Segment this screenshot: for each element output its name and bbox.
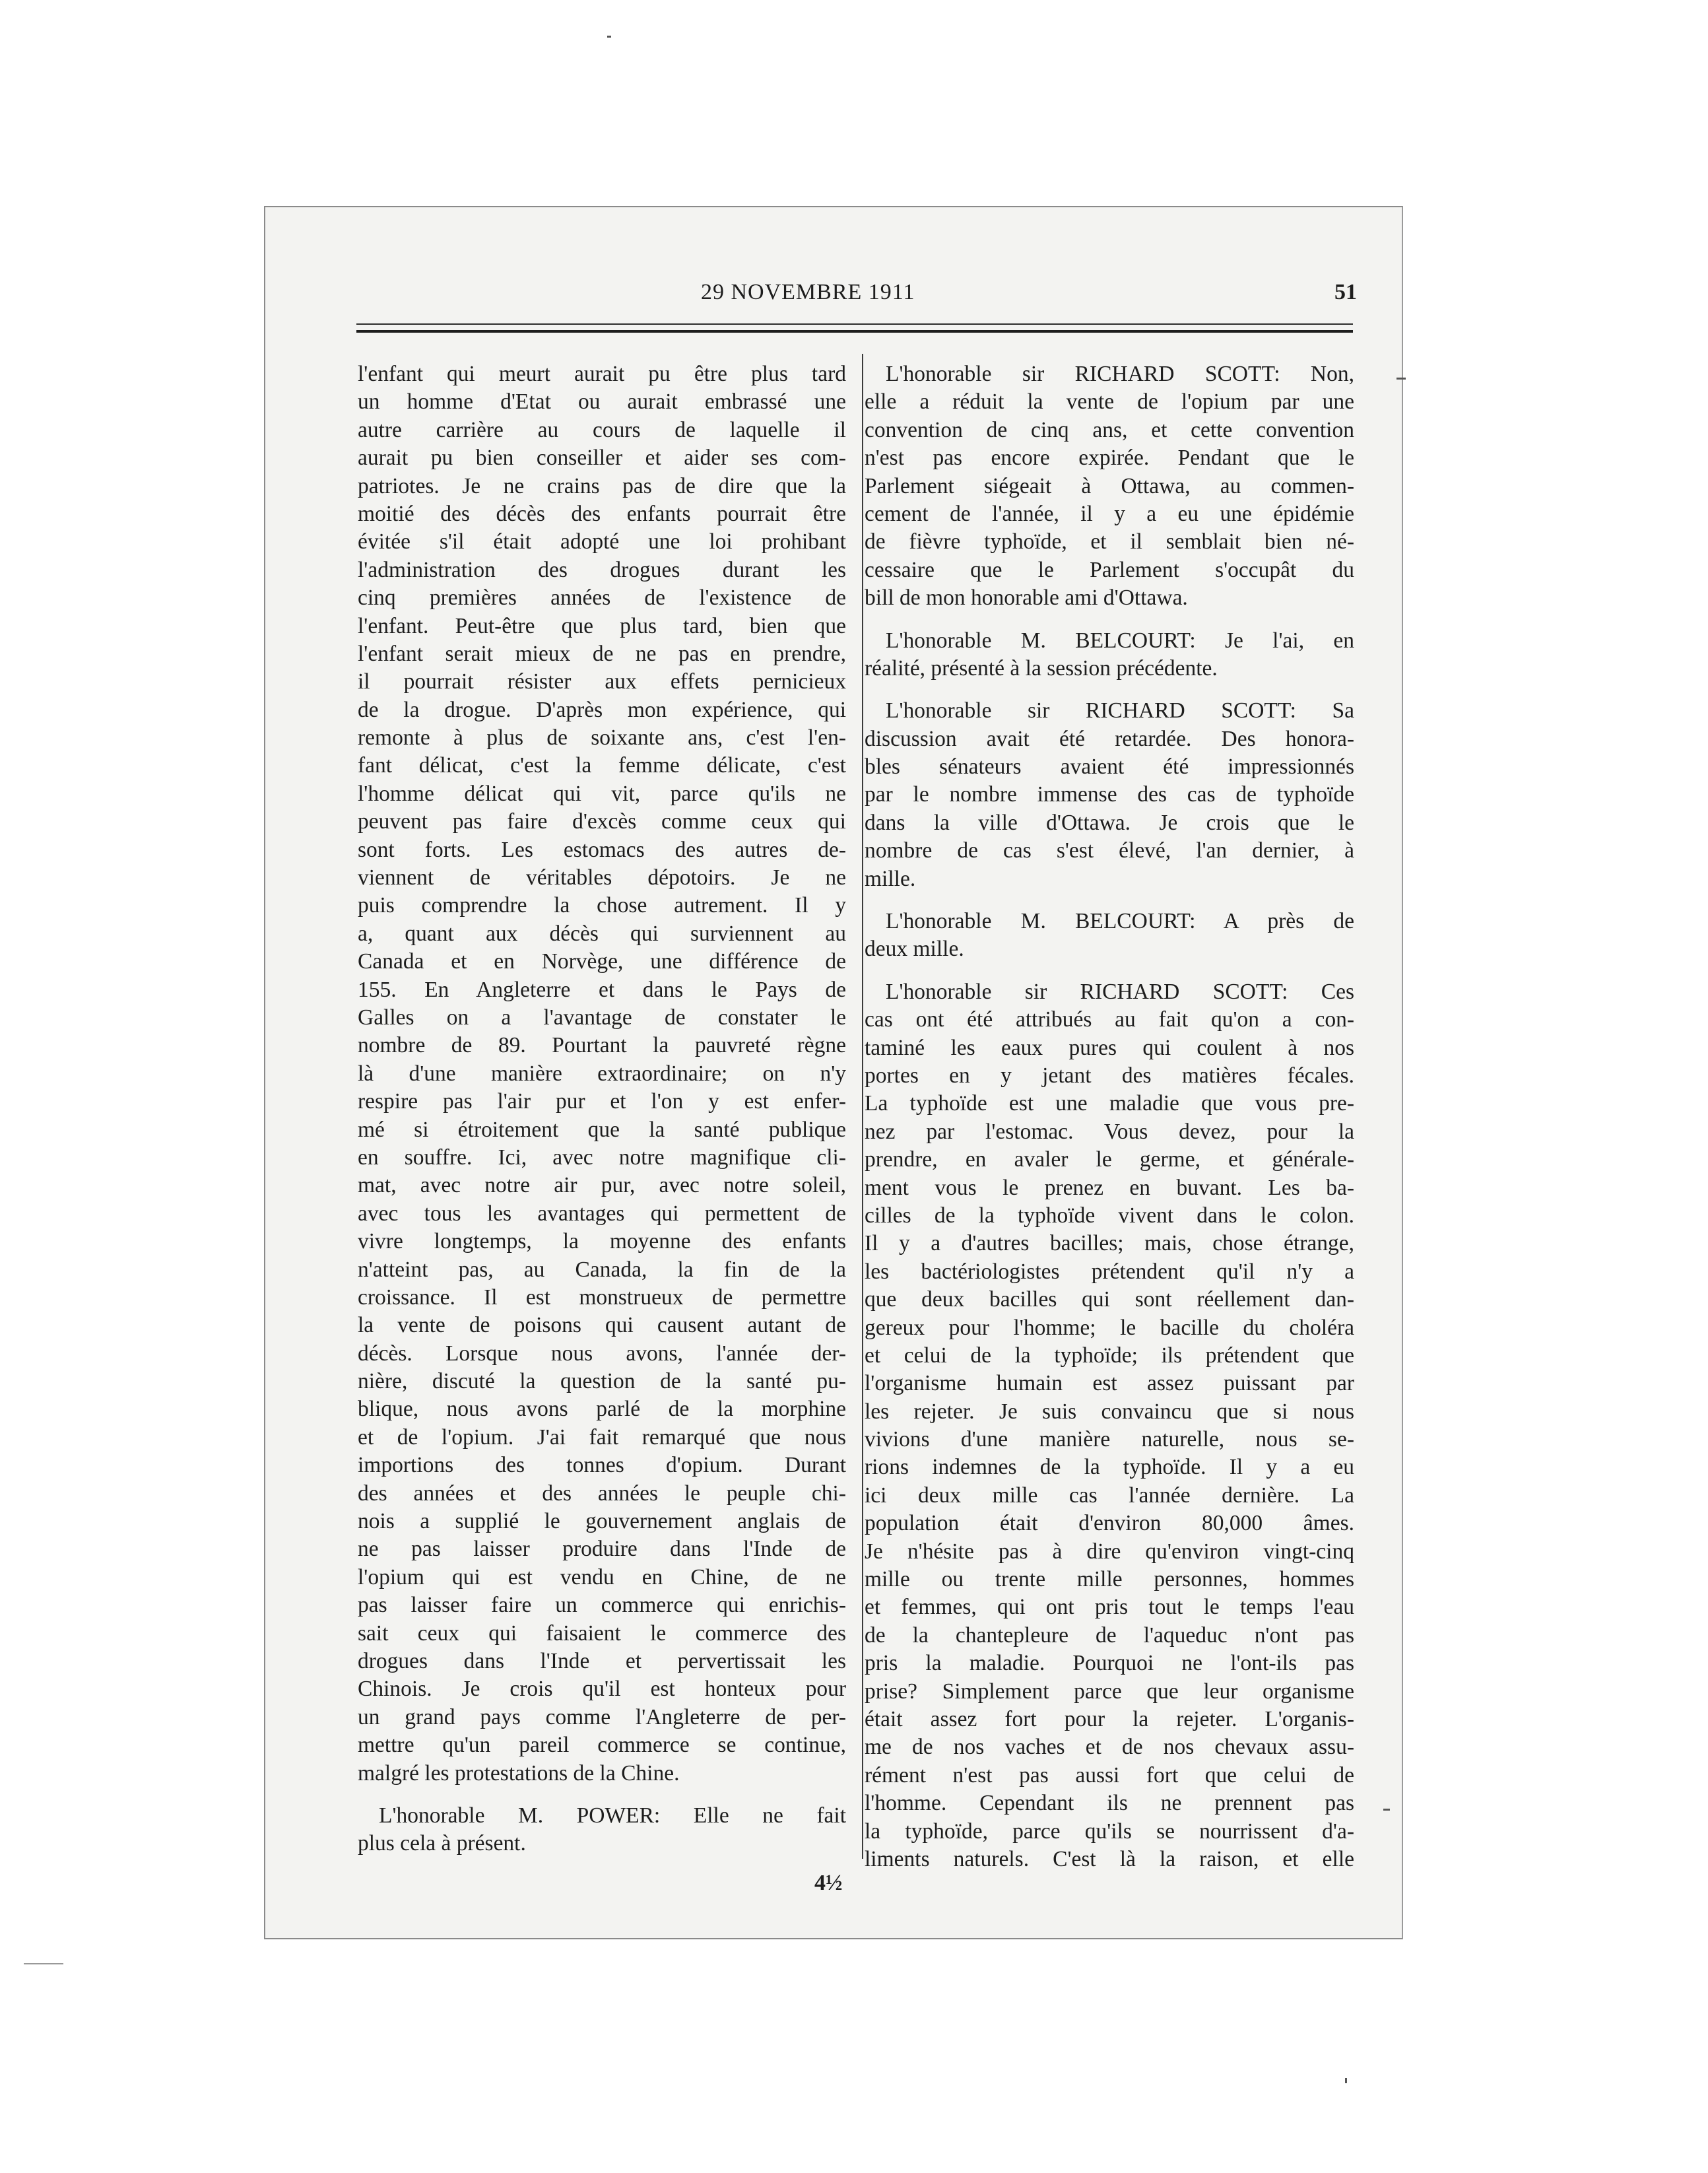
text-line: de la drogue. D'après mon expérience, qui: [358, 697, 846, 722]
text-line: ne pas laisser produire dans l'Inde de: [358, 1537, 846, 1562]
text-line: L'honorable sir RICHARD SCOTT: Sa: [886, 698, 1354, 723]
text-line: cement de l'année, il y a eu une épidémie: [865, 501, 1354, 526]
text-line: gereux pour l'homme; le bacille du choléra: [865, 1315, 1354, 1340]
text-line: par le nombre immense des cas de typhoïde: [865, 782, 1354, 807]
text-line: l'homme. Cependant ils ne prennent pas: [865, 1791, 1354, 1816]
text-line: et femmes, qui ont pris tout le temps l'eau: [865, 1595, 1354, 1620]
text-line: discussion avait été retardée. Des honora-: [865, 726, 1354, 751]
text-line: mat, avec notre air pur, avec notre soleil,: [358, 1173, 846, 1198]
text-line: que deux bacilles qui sont réellement dan-: [865, 1287, 1354, 1312]
text-line: nombre de 89. Pourtant la pauvreté règne: [358, 1033, 846, 1058]
text-line: l'homme délicat qui vit, parce qu'ils ne: [358, 781, 846, 806]
text-line: et de l'opium. J'ai fait remarqué que nous: [358, 1424, 846, 1450]
text-line: deux mille.: [865, 937, 964, 962]
header-date: 29 NOVEMBRE 1911: [701, 280, 915, 304]
text-line: peuvent pas faire d'excès comme ceux qui: [358, 809, 846, 834]
page-number: 51: [1334, 280, 1357, 304]
text-line: autre carrière au cours de laquelle il: [358, 417, 846, 442]
text-line: l'enfant qui meurt aurait pu être plus tard: [358, 362, 846, 386]
text-line: évitée s'il était adopté une loi prohibant: [358, 529, 846, 554]
text-line: aurait pu bien conseiller et aider ses com-: [358, 446, 846, 471]
text-line: l'enfant. Peut-être que plus tard, bien que: [358, 613, 846, 638]
text-line: L'honorable sir RICHARD SCOTT: Ces: [886, 979, 1354, 1004]
text-line: nois a supplié le gouvernement anglais de: [358, 1509, 846, 1534]
text-line: respire pas l'air pur et l'on y est enfer-: [358, 1089, 846, 1114]
text-line: remonte à plus de soixante ans, c'est l'en-: [358, 725, 846, 751]
paragraph-gap: [358, 1788, 846, 1802]
text-line: malgré les protestations de la Chine.: [358, 1760, 680, 1786]
text-line: Je n'hésite pas à dire qu'environ vingt-cinq: [865, 1539, 1354, 1564]
text-line: était assez fort pour la rejeter. L'organis-: [865, 1706, 1354, 1731]
text-line: 155. En Angleterre et dans le Pays de: [358, 977, 846, 1002]
text-line: l'enfant serait mieux de ne pas en prendre,: [358, 641, 846, 666]
text-line: sont forts. Les estomacs des autres de-: [358, 837, 846, 862]
text-line: la vente de poisons qui causent autant de: [358, 1313, 846, 1338]
text-line: mille.: [865, 866, 916, 891]
text-line: mé si étroitement que la santé publique: [358, 1117, 846, 1142]
text-line: de la chantepleure de l'aqueduc n'ont pas: [865, 1622, 1354, 1648]
text-line: en souffre. Ici, avec notre magnifique cli-: [358, 1145, 846, 1170]
text-line: mettre qu'un pareil commerce se continue,: [358, 1733, 846, 1758]
text-line: portes en y jetant des matières fécales.: [865, 1063, 1354, 1088]
text-line: a, quant aux décès qui surviennent au: [358, 921, 846, 946]
text-line: les bactériologistes prétendent qu'il n'y a: [865, 1259, 1354, 1284]
text-line: vivre longtemps, la moyenne des enfants: [358, 1229, 846, 1254]
text-line: un homme d'Etat ou aurait embrassé une: [358, 389, 846, 415]
text-line: L'honorable M. POWER: Elle ne fait: [379, 1803, 846, 1828]
text-line: cinq premières années de l'existence de: [358, 585, 846, 611]
scan-speck: [607, 36, 611, 38]
paragraph-gap: [865, 964, 1354, 978]
text-line: rions indemnes de la typhoïde. Il y a eu: [865, 1455, 1354, 1480]
text-line: bles sénateurs avaient été impressionnés: [865, 754, 1354, 780]
text-line: mille ou trente mille personnes, hommes: [865, 1567, 1354, 1592]
text-line: L'honorable sir RICHARD SCOTT: Non,: [886, 362, 1354, 386]
text-line: blique, nous avons parlé de la morphine: [358, 1397, 846, 1422]
text-line: convention de cinq ans, et cette convention: [865, 417, 1354, 442]
text-line: bill de mon honorable ami d'Ottawa.: [865, 585, 1188, 611]
text-line: croissance. Il est monstrueux de permettre: [358, 1285, 846, 1310]
text-line: ici deux mille cas l'année dernière. La: [865, 1483, 1354, 1508]
text-line: liments naturels. C'est là la raison, et elle: [865, 1846, 1354, 1871]
text-line: Chinois. Je crois qu'il est honteux pour: [358, 1677, 846, 1702]
text-line: sait ceux qui faisaient le commerce des: [358, 1621, 846, 1646]
text-line: viennent de véritables dépotoirs. Je ne: [358, 865, 846, 890]
text-line: La typhoïde est une maladie que vous pre-: [865, 1091, 1354, 1116]
text-line: moitié des décès des enfants pourrait être: [358, 501, 846, 526]
text-line: et celui de la typhoïde; ils prétendent que: [865, 1343, 1354, 1368]
text-line: puis comprendre la chose autrement. Il y: [358, 893, 846, 918]
text-line: prendre, en avaler le germe, et générale-: [865, 1147, 1354, 1172]
text-line: avec tous les avantages qui permettent de: [358, 1201, 846, 1226]
text-line: l'opium qui est vendu en Chine, de ne: [358, 1564, 846, 1589]
text-line: il pourrait résister aux effets pernicieux: [358, 669, 846, 694]
signature-mark: 4½: [814, 1871, 843, 1895]
scan-speck: [24, 1963, 63, 1964]
text-line: nière, discuté la question de la santé pu-: [358, 1369, 846, 1394]
text-line: décès. Lorsque nous avons, l'année der-: [358, 1341, 846, 1366]
text-line: dans la ville d'Ottawa. Je crois que le: [865, 810, 1354, 835]
text-line: nombre de cas s'est élevé, l'an dernier, à: [865, 838, 1354, 863]
text-line: des années et des années le peuple chi-: [358, 1481, 846, 1506]
scanned-page: [264, 206, 1403, 1939]
text-line: plus cela à présent.: [358, 1831, 526, 1856]
text-line: importions des tonnes d'opium. Durant: [358, 1453, 846, 1478]
text-line: l'administration des drogues durant les: [358, 557, 846, 582]
text-line: patriotes. Je ne crains pas de dire que la: [358, 473, 846, 498]
text-line: rément n'est pas aussi fort que celui de: [865, 1762, 1354, 1788]
right-column: [865, 360, 1354, 1873]
column-divider: [862, 354, 863, 1859]
scan-speck: [1396, 378, 1406, 380]
text-line: Il y a d'autres bacilles; mais, chose étrange,: [865, 1231, 1354, 1256]
text-line: L'honorable M. BELCOURT: Je l'ai, en: [886, 628, 1354, 653]
text-line: ment vous le prenez en buvant. Les ba-: [865, 1175, 1354, 1200]
page-header: [265, 280, 1402, 313]
text-line: cilles de la typhoïde vivent dans le colon.: [865, 1203, 1354, 1228]
left-column: [358, 360, 846, 1858]
scan-speck: [1345, 2078, 1347, 2083]
text-line: n'est pas encore expirée. Pendant que le: [865, 446, 1354, 471]
text-line: vivions d'une manière naturelle, nous se-: [865, 1427, 1354, 1452]
text-line: population était d'environ 80,000 âmes.: [865, 1511, 1354, 1536]
text-line: de fièvre typhoïde, et il semblait bien né-: [865, 529, 1354, 554]
header-rule-thick: [356, 330, 1353, 333]
text-line: L'honorable M. BELCOURT: A près de: [886, 909, 1354, 934]
text-line: un grand pays comme l'Angleterre de per-: [358, 1704, 846, 1729]
header-rule-thin: [356, 323, 1353, 325]
text-line: Parlement siégeait à Ottawa, au commen-: [865, 473, 1354, 498]
scan-speck: [1383, 1809, 1390, 1811]
text-line: l'organisme humain est assez puissant par: [865, 1371, 1354, 1396]
text-line: elle a réduit la vente de l'opium par une: [865, 389, 1354, 415]
text-line: me de nos vaches et de nos chevaux assu-: [865, 1735, 1354, 1760]
text-line: cessaire que le Parlement s'occupât du: [865, 557, 1354, 582]
text-line: cas ont été attribués au fait qu'on a con-: [865, 1007, 1354, 1032]
paragraph-gap: [865, 893, 1354, 908]
text-line: pas laisser faire un commerce qui enrichis-: [358, 1593, 846, 1618]
paragraph-gap: [865, 613, 1354, 627]
text-line: réalité, présenté à la session précédente.: [865, 655, 1218, 681]
text-line: prise? Simplement parce que leur organisme: [865, 1679, 1354, 1704]
text-line: nez par l'estomac. Vous devez, pour la: [865, 1119, 1354, 1144]
paragraph-gap: [865, 683, 1354, 697]
text-line: drogues dans l'Inde et pervertissait les: [358, 1648, 846, 1673]
text-line: la typhoïde, parce qu'ils se nourrissent d'a-: [865, 1819, 1354, 1844]
text-line: fant délicat, c'est la femme délicate, c'est: [358, 753, 846, 778]
text-line: Canada et en Norvège, une différence de: [358, 949, 846, 974]
text-line: n'atteint pas, au Canada, la fin de la: [358, 1257, 846, 1282]
text-line: les rejeter. Je suis convaincu que si nous: [865, 1399, 1354, 1424]
text-line: là d'une manière extraordinaire; on n'y: [358, 1061, 846, 1086]
text-line: Galles on a l'avantage de constater le: [358, 1005, 846, 1030]
text-line: taminé les eaux pures qui coulent à nos: [865, 1035, 1354, 1060]
text-line: pris la maladie. Pourquoi ne l'ont-ils pas: [865, 1651, 1354, 1676]
